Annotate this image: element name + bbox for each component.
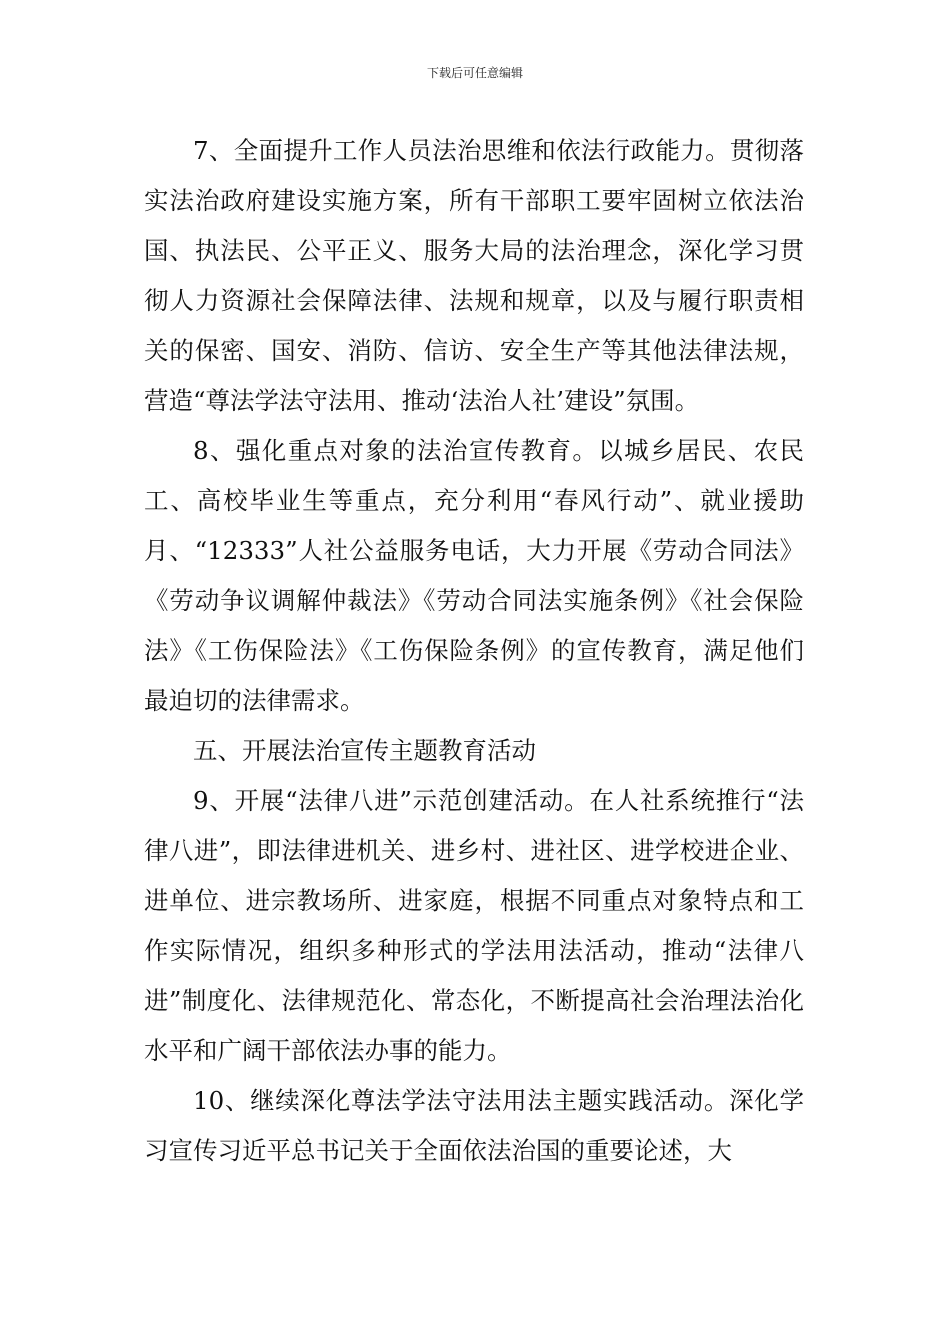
section-heading-5: 五、开展法治宣传主题教育活动: [193, 736, 536, 765]
paragraph-item-10: 10、继续深化尊法学法守法用法主题实践活动。深化学习宣传习近平总书记关于全面依法治国的重要论述，大: [144, 1086, 804, 1165]
page-header: 下载后可任意编辑: [426, 66, 523, 80]
paragraph-item-9: 9、开展“法律八进”示范创建活动。在人社系统推行“法律八进”，即法律进机关、进乡村、进社区、进学校进企业、进单位、进宗教场所、进家庭，根据不同重点对象特点和工作实际情况，组织多种形式的学法用法活动，推动“法律八进”制度化、法律规范化、常态化，不断提高社会治理法治化水平和广阔干部依法办事的能力。: [144, 786, 804, 1065]
document-body: [144, 126, 804, 1176]
paragraph-item-7: 7、全面提升工作人员法治思维和依法行政能力。贯彻落实法治政府建设实施方案，所有干部职工要牢固树立依法治国、执法民、公平正义、服务大局的法治理念，深化学习贯彻人力资源社会保障法律、法规和规章，以及与履行职责相关的保密、国安、消防、信访、安全生产等其他法律法规，营造“尊法学法守法用、推动‘法治人社’建设”氛围。: [144, 136, 804, 415]
paragraph-item-8: 8、强化重点对象的法治宣传教育。以城乡居民、农民工、高校毕业生等重点，充分利用“春风行动”、就业援助月、“12333”人社公益服务电话，大力开展《劳动合同法》《劳动争议调解仲裁法》《劳动合同法实施条例》《社会保险法》《工伤保险法》《工伤保险条例》的宣传教育，满足他们最迫切的法律需求。: [144, 436, 804, 715]
